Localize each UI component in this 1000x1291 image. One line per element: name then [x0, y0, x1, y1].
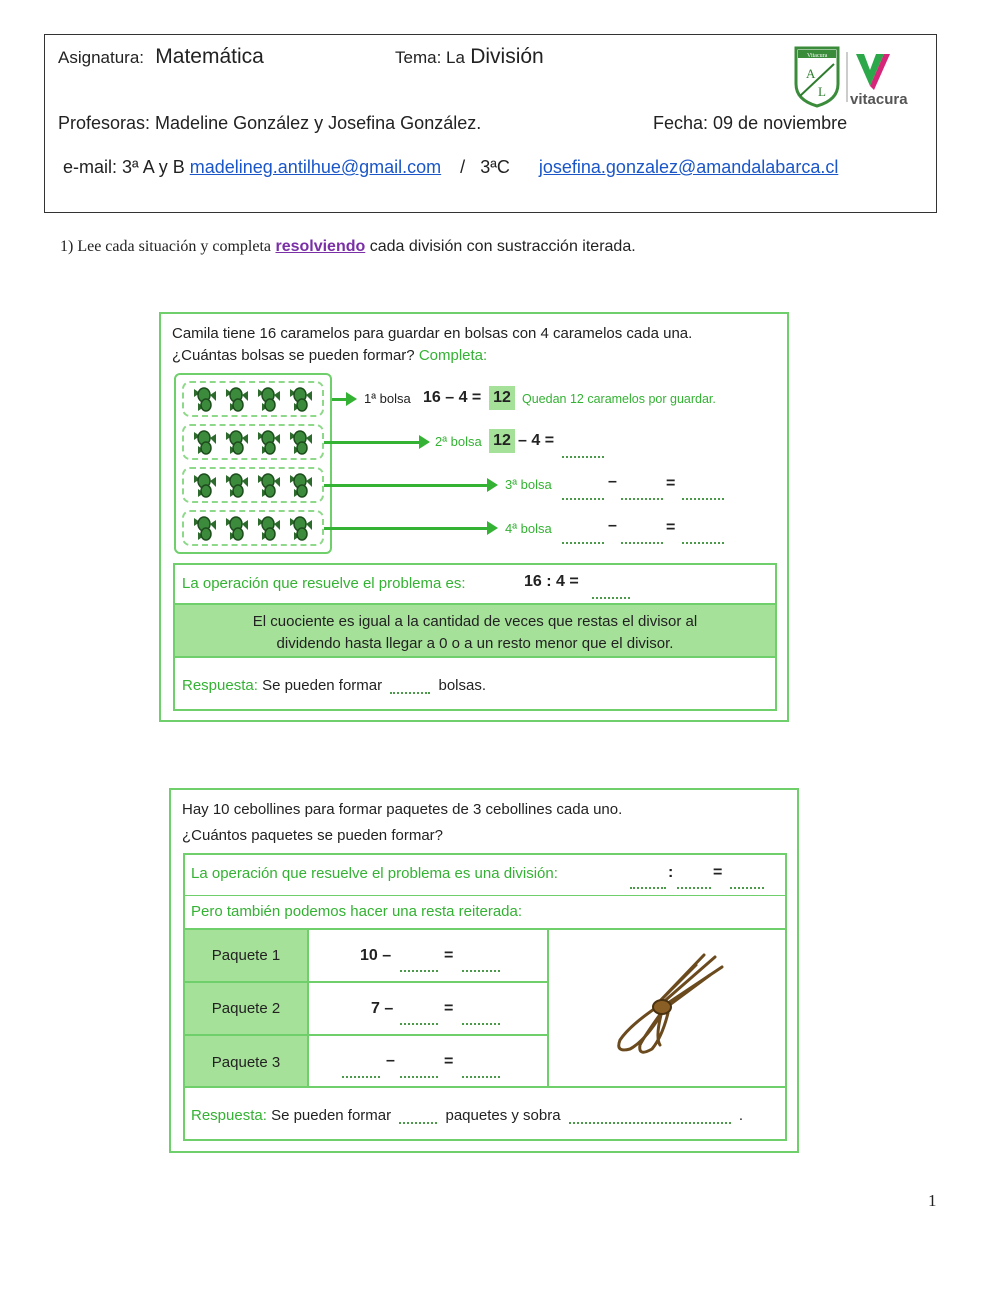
division-blank-2[interactable]	[677, 886, 711, 889]
package-3-equals: =	[444, 1053, 454, 1070]
subject-label: Asignatura:	[58, 48, 144, 67]
answer-2-text-1: Se pueden formar	[271, 1107, 392, 1124]
division-blank-1[interactable]	[630, 886, 666, 889]
bag-2-label: 2ª bolsa	[435, 434, 482, 449]
arrow-4-line	[324, 527, 487, 530]
arrow-2-line	[324, 441, 419, 444]
instruction-keyword: resolviendo	[275, 238, 366, 255]
problem-2-line1: Hay 10 cebollines para formar paquetes de 3 cebollines cada uno.	[182, 801, 623, 818]
package-3-label: Paquete 3	[211, 1054, 281, 1071]
subject	[58, 45, 264, 69]
problem-1-line1: Camila tiene 16 caramelos para guardar en bolsas con 4 caramelos cada una.	[172, 325, 693, 342]
svg-text:vitacura: vitacura	[850, 91, 908, 108]
answer-1-text-1: Se pueden formar	[262, 677, 383, 694]
email-link-1[interactable]: madelineg.antilhue@gmail.com	[189, 157, 442, 177]
rule-text	[175, 611, 775, 655]
school-shield-logo	[790, 44, 918, 108]
package-1-blank-2[interactable]	[462, 969, 500, 972]
bag-3-equals: =	[666, 475, 676, 492]
problem-1-complete: Completa:	[418, 347, 488, 364]
bag-1-result: 12	[489, 386, 515, 410]
bag-1-expression: 16 – 4 =	[423, 389, 482, 406]
school-logos	[790, 44, 918, 108]
answer-1-blank[interactable]	[390, 691, 430, 694]
package-2-start: 7 –	[371, 1000, 394, 1017]
bag-1-label: 1ª bolsa	[364, 391, 411, 406]
subtraction-label: Pero también podemos hacer una resta reiterada:	[191, 903, 523, 920]
bag-4-blank-1[interactable]	[562, 541, 604, 544]
answer-2-end: .	[738, 1107, 744, 1124]
bag-3-label: 3ª bolsa	[505, 477, 552, 492]
chives-bundle-icon	[600, 945, 740, 1070]
bag-3-blank-2[interactable]	[621, 497, 663, 500]
division-sign: :	[668, 864, 674, 881]
svg-text:A: A	[806, 66, 816, 81]
package-2-blank-1[interactable]	[400, 1022, 438, 1025]
divider	[173, 656, 777, 658]
date: Fecha: 09 de noviembre	[653, 113, 848, 133]
package-1-start: 10 –	[360, 947, 392, 964]
arrow-2-icon	[419, 435, 430, 449]
bag-4-blank-3[interactable]	[682, 541, 724, 544]
package-3-minus: –	[386, 1052, 395, 1069]
answer-1-label: Respuesta:	[182, 677, 258, 694]
package-2-equals: =	[444, 1000, 454, 1017]
bag-3-blank-3[interactable]	[682, 497, 724, 500]
bag-4-blank-2[interactable]	[621, 541, 663, 544]
answer-2-text-2: paquetes y sobra	[445, 1107, 561, 1124]
rule-line-2: dividendo hasta llegar a 0 o a un resto menor que el divisor.	[276, 635, 674, 652]
group-label: 3ªC	[480, 157, 510, 177]
package-3-blank-3[interactable]	[462, 1075, 500, 1078]
topic	[395, 45, 544, 69]
bag-2-answer-blank[interactable]	[562, 455, 604, 458]
subject-value: Matemática	[155, 45, 264, 68]
instruction-rest: cada división con sustracción iterada.	[369, 238, 636, 255]
bag-4-label: 4ª bolsa	[505, 521, 552, 536]
answer-2-blank-2[interactable]	[569, 1121, 731, 1124]
answer-2-label: Respuesta:	[191, 1107, 267, 1124]
answer-1	[182, 677, 486, 694]
problem-1-line2	[172, 347, 487, 364]
bag-3-minus: –	[608, 473, 617, 490]
divider	[183, 1087, 787, 1088]
package-1-blank-1[interactable]	[400, 969, 438, 972]
division-label: La operación que resuelve el problema es una división:	[191, 865, 558, 882]
division-blank-3[interactable]	[730, 886, 764, 889]
bag-4-minus: –	[608, 517, 617, 534]
division-equals: =	[713, 864, 723, 881]
candies-illustration	[182, 381, 324, 547]
email-prefix: e-mail: 3ª A y B	[63, 157, 185, 177]
bag-2-highlight: 12	[489, 429, 515, 453]
package-2-label: Paquete 2	[211, 1000, 281, 1017]
operation-expression: 16 : 4 =	[524, 573, 579, 590]
answer-1-text-2: bolsas.	[438, 677, 487, 694]
answer-2	[191, 1107, 743, 1124]
svg-text:Vitacura: Vitacura	[807, 53, 828, 59]
operation-answer-blank[interactable]	[592, 596, 630, 599]
topic-label: Tema: La	[395, 48, 465, 67]
instruction-text: 1) Lee cada situación y completa	[60, 238, 272, 255]
email-link-2[interactable]: josefina.gonzalez@amandalabarca.cl	[538, 157, 839, 177]
package-2-blank-2[interactable]	[462, 1022, 500, 1025]
rule-line-1: El cuociente es igual a la cantidad de veces que restas el divisor al	[252, 613, 698, 630]
package-1-label: Paquete 1	[211, 947, 281, 964]
bag-1-note: Quedan 12 caramelos por guardar.	[522, 392, 716, 406]
teachers: Profesoras: Madeline González y Josefina González.	[58, 113, 482, 133]
page-number: 1	[928, 1191, 937, 1210]
instruction	[60, 238, 636, 256]
email-separator: /	[460, 157, 466, 177]
package-3-blank-2[interactable]	[400, 1075, 438, 1078]
topic-value: División	[470, 45, 544, 68]
arrow-1-line	[332, 398, 346, 401]
bag-3-blank-1[interactable]	[562, 497, 604, 500]
email-line	[63, 157, 838, 178]
package-1-calc-cell	[308, 929, 548, 982]
problem-2-line2: ¿Cuántos paquetes se pueden formar?	[182, 827, 443, 844]
bag-2-expression: – 4 =	[518, 432, 555, 449]
answer-2-blank-1[interactable]	[399, 1121, 437, 1124]
divider	[183, 895, 787, 896]
arrow-3-line	[324, 484, 487, 487]
arrow-3-icon	[487, 478, 498, 492]
arrow-1-icon	[346, 392, 357, 406]
operation-label: La operación que resuelve el problema es:	[182, 575, 466, 592]
arrow-4-icon	[487, 521, 498, 535]
svg-text:L: L	[818, 84, 826, 99]
package-3-calc-cell	[308, 1035, 548, 1087]
problem-1-question: ¿Cuántas bolsas se pueden formar?	[172, 347, 415, 364]
package-1-equals: =	[444, 947, 454, 964]
package-2-calc-cell	[308, 982, 548, 1035]
bag-4-equals: =	[666, 519, 676, 536]
package-3-blank-1[interactable]	[342, 1075, 380, 1078]
